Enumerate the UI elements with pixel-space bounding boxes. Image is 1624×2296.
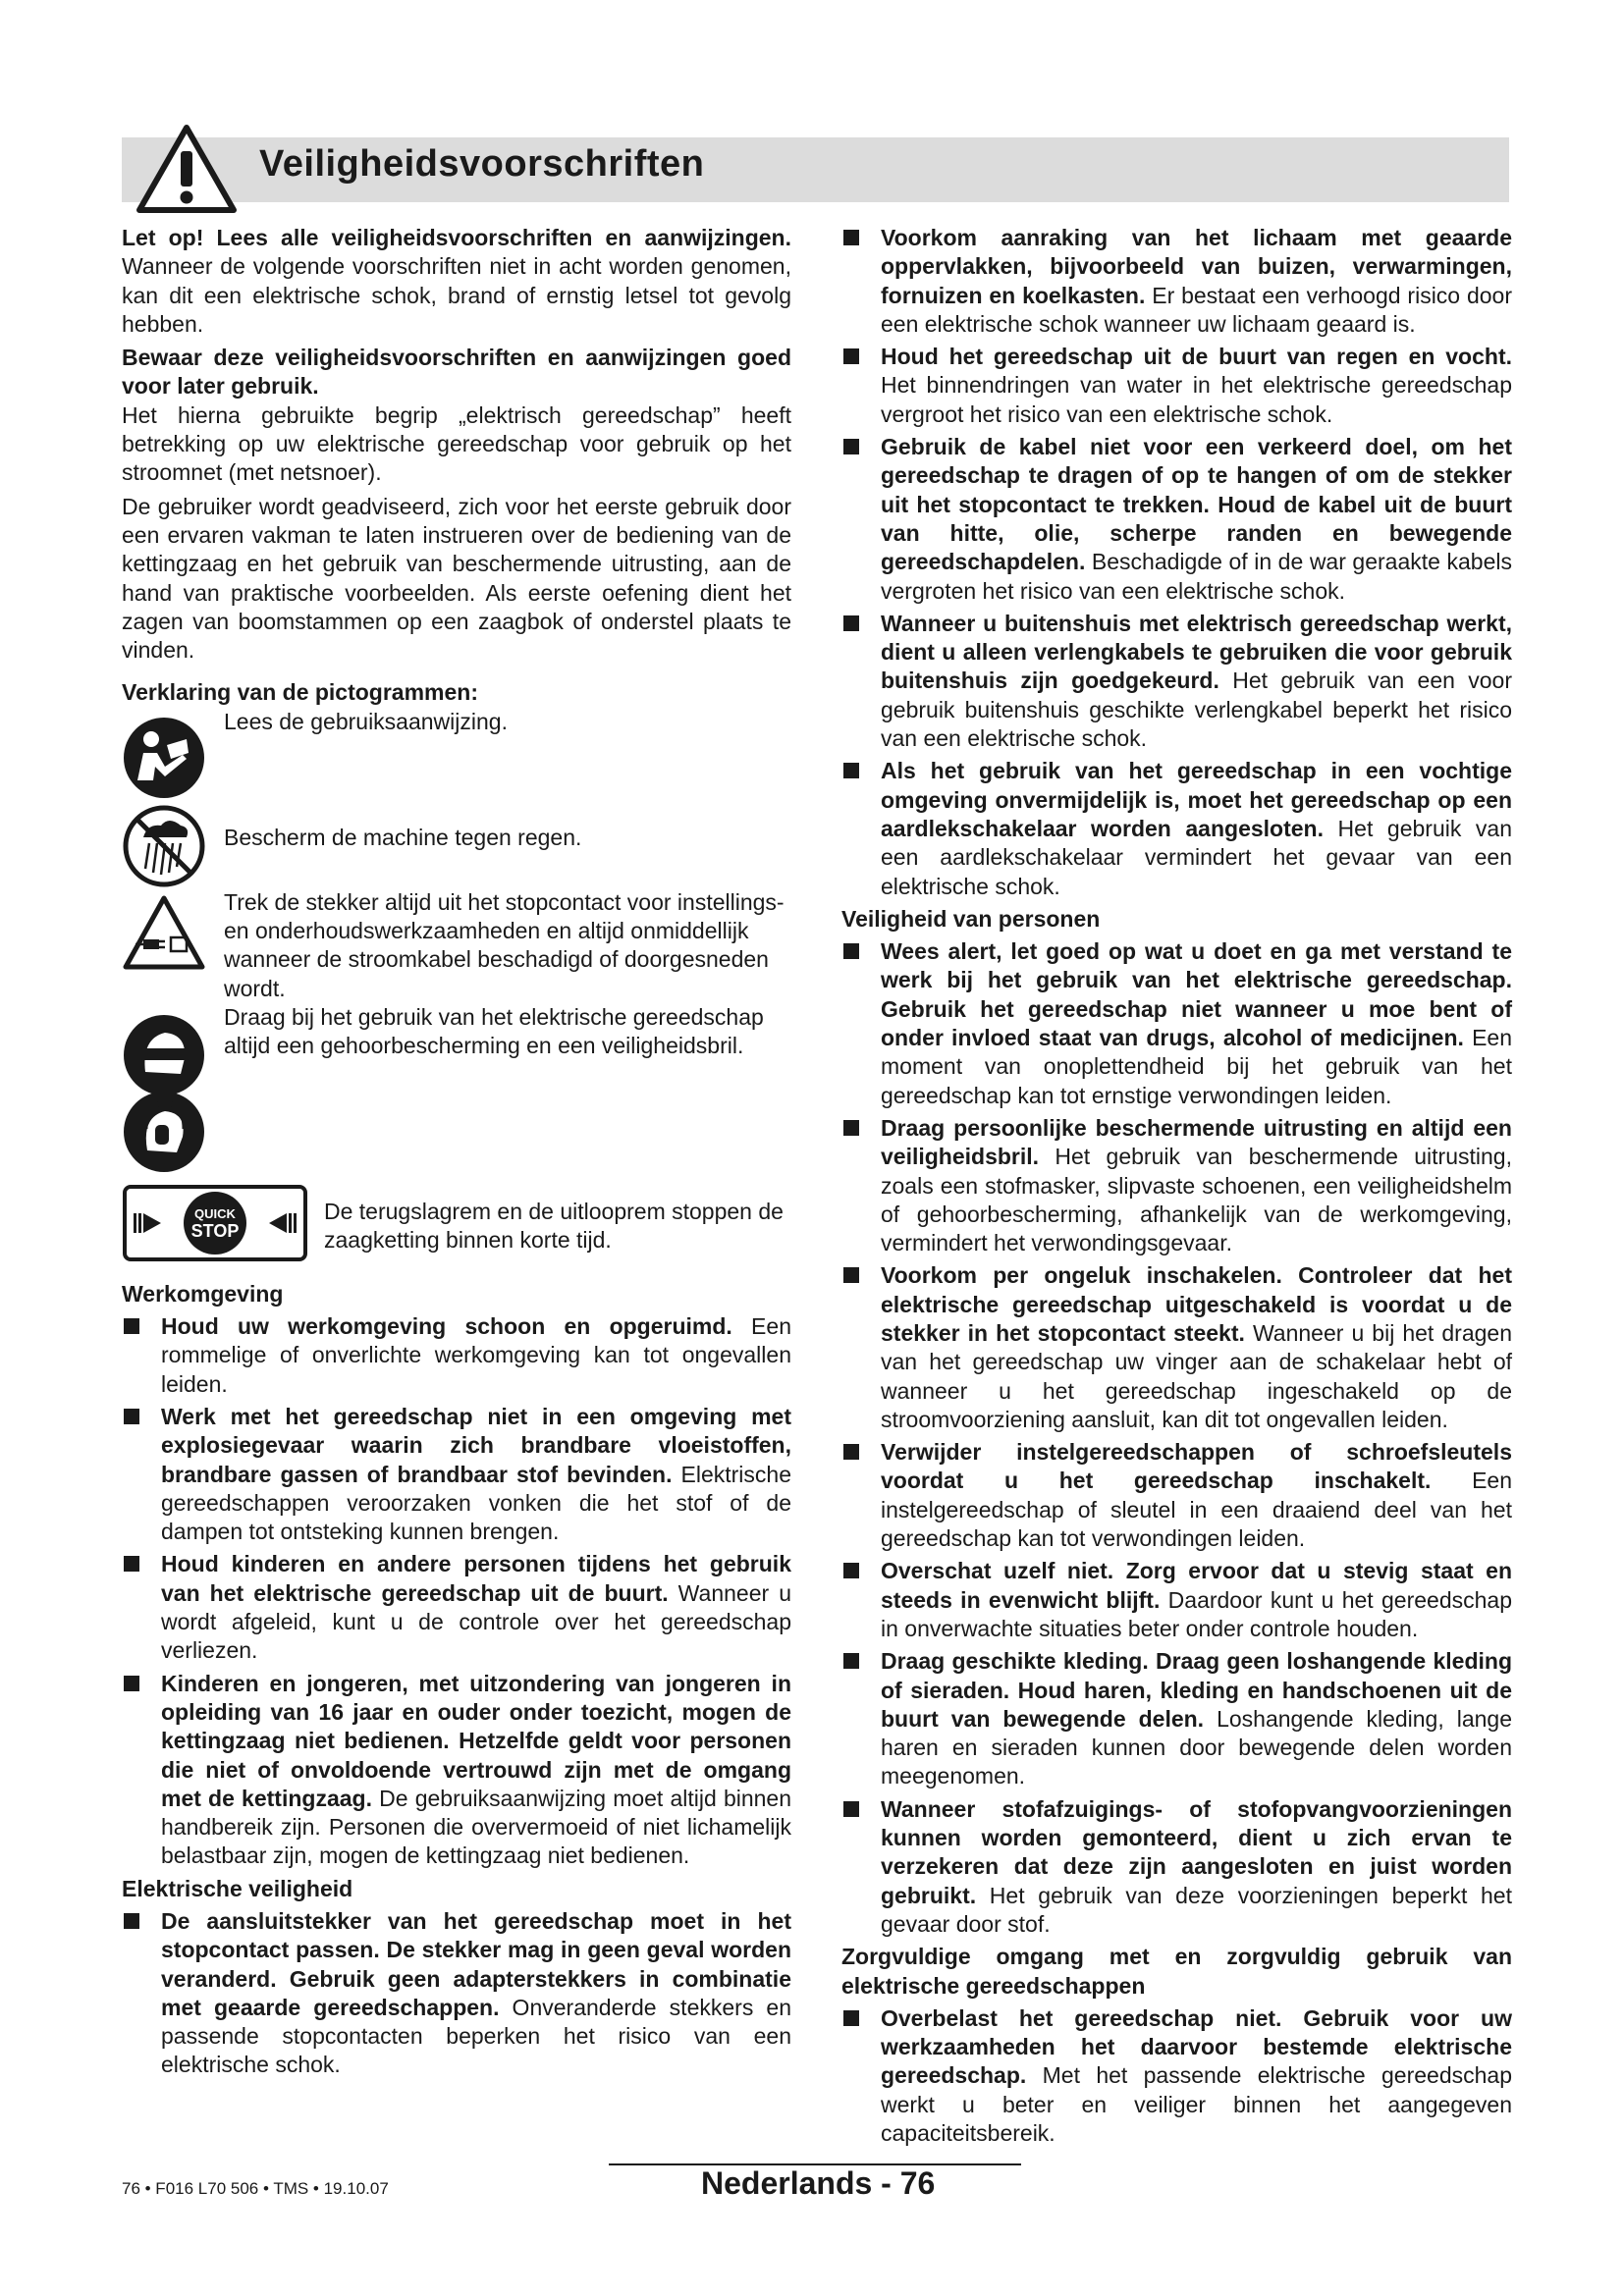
- right-item-12-text: Het gebruik van deze voorzieningen beperkt het gevaar door stof.: [881, 1882, 1512, 1937]
- right-item-10-bold: Overschat uzelf niet. Zorg ervoor dat u stevig staat en steeds in evenwicht blijft.: [881, 1558, 1512, 1613]
- quickstop-line1: QUICK: [194, 1205, 236, 1221]
- safety-glasses-icon: [122, 1013, 206, 1097]
- right-item-3-bold: Gebruik de kabel niet voor een verkeerd doel, om het gereedschap te dragen of op te hangen of om de stekker uit het stopcontact te trekken. Houd de kabel uit de buurt van hitte, olie, scherpe randen en bewegende gereedschapdelen.: [881, 434, 1512, 575]
- right-item-7: [841, 1114, 1512, 1257]
- right-item-11: [841, 1647, 1512, 1790]
- right-item-2: [841, 343, 1512, 429]
- picto-heading: Verklaring van de pictogrammen:: [122, 679, 479, 706]
- right-item-12: [841, 1795, 1512, 1939]
- right-item-7-text: Het gebruik van beschermende uitrusting, zoals een stofmasker, slipvaste schoenen, een veiligheidshelm of gehoorbescherming, afhankelijk van de werkomgeving, vermindert het verwondingsgevaar.: [881, 1144, 1512, 1256]
- right-item-12-bold: Wanneer stofafzuigings- of stofopvangvoorzieningen kunnen worden gemonteerd, dient u zich ervan te verzekeren dat deze zijn aangesloten en juist worden gebruikt.: [881, 1795, 1512, 1908]
- werk-item-1-text: Een rommelige of onverlichte werkomgeving kan tot ongevallen leiden.: [161, 1313, 791, 1397]
- picto-read-manual: [122, 708, 791, 796]
- werk-item-2: [122, 1403, 791, 1546]
- right-item-4-bold: Wanneer u buitenshuis met elektrisch gereedschap werkt, dient u alleen verlengkabels te gebruiken die voor gebruik buitenshuis zijn goedgekeurd.: [881, 610, 1512, 694]
- right-item-1-bold: Voorkom aanraking van het lichaam met geaarde oppervlakken, bijvoorbeeld van buizen, verwarmingen, fornuizen en koelkasten.: [881, 225, 1512, 308]
- hearing-protection-icon: [122, 1090, 206, 1174]
- werkomgeving-heading: Werkomgeving: [122, 1280, 284, 1307]
- right-item-6: [841, 937, 1512, 1110]
- right-item-6-text: Een moment van onoplettendheid bij het gebruik van het gereedschap kan tot ernstige verwondingen leiden.: [881, 1025, 1512, 1108]
- intro-paragraph: [122, 224, 791, 339]
- elektrisch-heading: Elektrische veiligheid: [122, 1875, 353, 1901]
- right-item-13: [841, 2004, 1512, 2148]
- picto-quickstop: [122, 1176, 791, 1266]
- picto-hearing: [122, 1090, 791, 1176]
- intro-bold: Let op! Lees alle veiligheidsvoorschriften en aanwijzingen.: [122, 225, 791, 250]
- right-item-8-bold: Voorkom per ongeluk inschakelen. Controleer dat het elektrische gereedschap uitgeschakeld is voordat u de stekker in het stopcontact steekt.: [881, 1262, 1512, 1346]
- elek-item-1: [122, 1907, 791, 2080]
- right-item-10-text: Daardoor kunt u het gereedschap in onverwachte situaties beter onder controle houden.: [881, 1586, 1512, 1641]
- no-rain-icon: [122, 804, 206, 888]
- picto1-text: Lees de gebruiksaanwijzing.: [224, 708, 508, 734]
- right-item-6-bold: Wees alert, let goed op wat u doet en ga met verstand te werk bij het gebruik van het elektrische gereedschap. Gebruik het gereedschap niet wanneer u moe bent of onder invloed staat van drugs, alcohol of medicijnen.: [881, 938, 1512, 1051]
- werk-item-4-text: De gebruiksaanwijzing moet altijd binnen handbereik zijn. Personen die oververmoeid of niet lichamelijk belastbaar zijn, mogen de kettingzaag niet bedienen.: [161, 1785, 792, 1869]
- right-item-5-text: Het gebruik van een aardlekschakelaar vermindert het gevaar van een elektrische schok.: [881, 815, 1512, 899]
- picto6-text: De terugslagrem en de uitlooprem stoppen de zaagketting binnen korte tijd.: [324, 1198, 784, 1254]
- right-item-13-text: Met het passende elektrische gereedschap werkt u beter en veiliger binnen het aangegeven capaciteitsbereik.: [881, 2062, 1512, 2146]
- intro-text: Wanneer de volgende voorschriften niet in acht worden genomen, kan dit een elektrische schok, brand of ernstig letsel tot gevolg hebben.: [122, 253, 791, 337]
- right-item-10: [841, 1557, 1512, 1643]
- right-item-5-bold: Als het gebruik van het gereedschap in een vochtige omgeving onvermijdelijk is, moet het gereedschap op een aardlekschakelaar worden aangesloten.: [881, 758, 1512, 841]
- right-item-1: [841, 224, 1512, 339]
- werk-item-1: [122, 1312, 791, 1399]
- term-definition: Het hierna gebruikte begrip „elektrisch gereedschap” heeft betrekking op uw elektrische gereedschap voor gebruik op het stroomnet (met netsnoer).: [122, 401, 791, 486]
- right-item-9-text: Een instelgereedschap of sleutel in een draaiend deel van het gereedschap kan tot verwondingen leiden.: [881, 1468, 1512, 1552]
- werk-item-3-text: Wanneer u wordt afgeleid, kunt u de controle over het gereedschap verliezen.: [161, 1579, 791, 1664]
- elek-item-1-bold: De aansluitstekker van het gereedschap moet in het stopcontact passen. De stekker mag in geen geval worden veranderd. Gebruik geen adapterstekkers in combinatie met geaarde gereedschappen.: [161, 1907, 791, 2020]
- right-column: [841, 224, 1512, 2148]
- right-item-11-bold: Draag geschikte kleding. Draag geen loshangende kleding of sieraden. Houd haren, kleding en handschoenen uit de buurt van bewegende delen.: [881, 1648, 1512, 1732]
- werk-item-4: [122, 1670, 791, 1871]
- personen-heading: Veiligheid van personen: [841, 905, 1101, 932]
- werk-item-3-bold: Houd kinderen en andere personen tijdens het gebruik van het elektrische gereedschap uit de buurt.: [161, 1551, 791, 1606]
- picto2-text: Bescherm de machine tegen regen.: [224, 824, 582, 850]
- right-item-4-text: Het gebruik van een voor gebruik buitenshuis geschikte verlengkabel beperkt het risico van een elektrische schok.: [881, 667, 1512, 752]
- right-item-13-bold: Overbelast het gereedschap niet. Gebruik voor uw werkzaamheden het daarvoor bestemde elektrische gereedschap.: [881, 2004, 1512, 2089]
- picto-rain: [122, 796, 791, 888]
- read-manual-icon: [122, 716, 206, 800]
- quickstop-line2: STOP: [190, 1220, 240, 1241]
- werk-item-4-bold: Kinderen en jongeren, met uitzondering van jongeren in opleiding van 16 jaar en ouder onder toezicht, mogen de kettingzaag niet bedienen. Hetzelfde geldt voor personen die niet of onvoldoende vertrouwd zijn met de omgang met de kettingzaag.: [161, 1670, 791, 1811]
- right-item-2-text: Het binnendringen van water in het elektrische gereedschap vergroot het risico van een elektrische schok.: [881, 372, 1512, 427]
- right-item-8-text: Wanneer u bij het dragen van het gereedschap uw vinger aan de schakelaar hebt of wanneer u het gereedschap ingeschakeld op de stroomvoorziening aansluit, kan dit tot ongevallen leiden.: [881, 1319, 1512, 1432]
- werk-item-1-bold: Houd uw werkomgeving schoon en opgeruimd.: [161, 1313, 732, 1340]
- werk-item-3: [122, 1550, 791, 1665]
- right-item-9-bold: Verwijder instelgereedschappen of schroefsleutels voordat u het gereedschap inschakelt.: [881, 1439, 1512, 1494]
- keep-instructions: Bewaar deze veiligheidsvoorschriften en aanwijzingen goed voor later gebruik.: [122, 345, 791, 400]
- page-title: Veiligheidsvoorschriften: [259, 143, 705, 185]
- right-item-9: [841, 1438, 1512, 1553]
- picto-hearing-eyes: [122, 1003, 791, 1090]
- zorgvuldig-heading: Zorgvuldige omgang met en zorgvuldig gebruik van elektrische gereedschappen: [841, 1944, 1512, 1999]
- picto3-text: Trek de stekker altijd uit het stopcontact voor instellings- en onderhoudswerkzaamheden en altijd onmiddellijk wanneer de stroomkabel beschadigd of doorgesneden wordt.: [224, 888, 785, 1001]
- unplug-warning-icon: [122, 894, 206, 973]
- right-item-3-text: Beschadigde of in de war geraakte kabels vergroten het risico van een elektrische schok.: [881, 549, 1512, 604]
- werk-item-2-text: Elektrische gereedschappen veroorzaken vonken die het stof of de dampen tot ontsteking kunnen brengen.: [161, 1461, 791, 1545]
- page-number: Nederlands - 76: [701, 2165, 936, 2201]
- right-item-1-text: Er bestaat een verhoogd risico door een elektrische schok wanneer uw lichaam geaard is.: [881, 282, 1512, 337]
- right-item-3: [841, 433, 1512, 606]
- warning-triangle-icon: [135, 124, 238, 214]
- right-item-11-text: Loshangende kleding, lange haren en sieraden kunnen door bewegende delen worden meegenomen.: [881, 1705, 1513, 1789]
- right-item-7-bold: Draag persoonlijke beschermende uitrusting en altijd een veiligheidsbril.: [881, 1114, 1512, 1170]
- quickstop-icon: [122, 1184, 308, 1262]
- right-item-2-bold: Houd het gereedschap uit de buurt van regen en vocht.: [881, 344, 1512, 370]
- right-item-8: [841, 1261, 1512, 1434]
- elek-item-1-text: Onveranderde stekkers en passende stopcontacten beperken het risico van een elektrische schok.: [161, 1994, 791, 2078]
- footer-code: 76 • F016 L70 506 • TMS • 19.10.07: [122, 2179, 389, 2198]
- right-item-5: [841, 757, 1512, 900]
- left-column: [122, 224, 791, 2080]
- werk-item-2-bold: Werk met het gereedschap niet in een omgeving met explosiegevaar waarin zich brandbare vloeistoffen, brandbare gassen of brandbaar stof bevinden.: [161, 1403, 791, 1487]
- picto4-text: Draag bij het gebruik van het elektrische gereedschap altijd een gehoorbescherming en een veiligheidsbril.: [224, 1003, 764, 1059]
- picto-unplug: [122, 888, 791, 1003]
- user-advice: De gebruiker wordt geadviseerd, zich voor het eerste gebruik door een ervaren vakman te laten instrueren over de bediening van de kettingzaag en het gebruik van beschermende uitrusting, aan de hand van praktische voorbeelden. Als eerste oefening dient het zagen van boomstammen op een zaagbok of onderstel plaats te vinden.: [122, 493, 791, 664]
- right-item-4: [841, 610, 1512, 753]
